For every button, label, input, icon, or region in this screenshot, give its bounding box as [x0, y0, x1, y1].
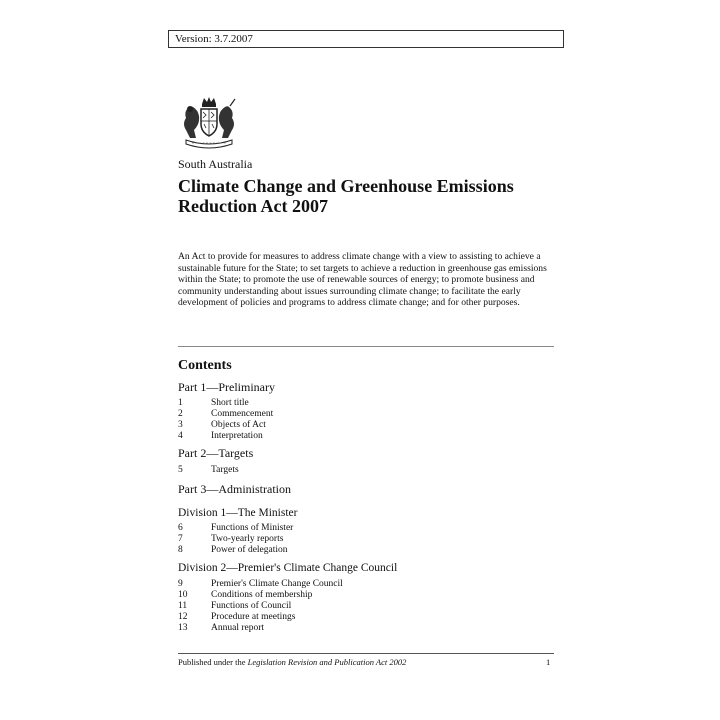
toc-entry[interactable]	[178, 523, 538, 534]
section-number: 2	[178, 409, 183, 419]
toc-entry[interactable]	[178, 590, 538, 601]
part1-heading: Part 1—Preliminary	[178, 380, 275, 394]
part3-heading: Part 3—Administration	[178, 482, 291, 496]
section-number: 1	[178, 398, 183, 408]
footer-prefix: Published under the	[178, 657, 248, 667]
section-number: 8	[178, 545, 183, 555]
division1-heading: Division 1—The Minister	[178, 507, 298, 519]
jurisdiction: South Australia	[178, 157, 253, 171]
footer-divider	[178, 653, 554, 654]
toc-entry[interactable]	[178, 601, 538, 612]
coat-of-arms-icon	[178, 94, 240, 150]
version-label: Version: 3.7.2007	[168, 30, 564, 48]
footer-publication-note	[178, 656, 406, 668]
section-title: Premier's Climate Change Council	[211, 579, 343, 589]
section-title: Power of delegation	[211, 545, 288, 555]
toc-entry[interactable]	[178, 545, 538, 556]
act-title-line1: Climate Change and Greenhouse Emissions	[178, 176, 514, 196]
toc-entry[interactable]	[178, 612, 538, 623]
toc-entry[interactable]	[178, 465, 538, 476]
part2-list	[178, 465, 538, 476]
section-number: 6	[178, 523, 183, 533]
division2-list	[178, 579, 538, 634]
page-number: 1	[546, 657, 551, 667]
toc-entry[interactable]	[178, 431, 538, 442]
section-title: Objects of Act	[211, 420, 266, 430]
section-title: Targets	[211, 465, 239, 475]
toc-entry[interactable]	[178, 579, 538, 590]
section-number: 4	[178, 431, 183, 441]
divider	[178, 346, 554, 347]
section-number: 10	[178, 590, 188, 600]
section-title: Functions of Council	[211, 601, 292, 611]
footer-act-name: Legislation Revision and Publication Act 2002	[247, 657, 407, 667]
long-title: An Act to provide for measures to address climate change with a view to assisting to achieve a sustainable future for the State; to set targets to achieve a reduction in greenhouse gas emissions within the State; to promote the use of renewable sources of energy; to promote business and community understanding about issues surrounding climate change; to facilitate the early development of policies and programs to address climate change; and for other purposes.	[178, 251, 547, 309]
section-number: 5	[178, 465, 183, 475]
act-title	[178, 176, 558, 216]
section-title: Commencement	[211, 409, 274, 419]
contents-heading: Contents	[178, 358, 232, 373]
part1-list	[178, 398, 538, 442]
division2-heading: Division 2—Premier's Climate Change Council	[178, 562, 398, 574]
section-number: 9	[178, 579, 183, 589]
section-number: 7	[178, 534, 183, 544]
division1-list	[178, 523, 538, 556]
section-title: Two-yearly reports	[211, 534, 284, 544]
section-number: 11	[178, 601, 188, 611]
act-title-line2: Reduction Act 2007	[178, 196, 328, 216]
section-title: Annual report	[211, 623, 265, 633]
section-title: Procedure at meetings	[211, 612, 296, 622]
section-title: Short title	[211, 398, 249, 408]
section-title: Interpretation	[211, 431, 263, 441]
section-title: Functions of Minister	[211, 523, 294, 533]
part2-heading: Part 2—Targets	[178, 446, 254, 460]
toc-entry[interactable]	[178, 420, 538, 431]
toc-entry[interactable]	[178, 398, 538, 409]
section-number: 3	[178, 420, 183, 430]
section-number: 12	[178, 612, 188, 622]
section-number: 13	[178, 623, 188, 633]
section-title: Conditions of membership	[211, 590, 313, 600]
toc-entry[interactable]	[178, 623, 538, 634]
toc-entry[interactable]	[178, 534, 538, 545]
toc-entry[interactable]	[178, 409, 538, 420]
